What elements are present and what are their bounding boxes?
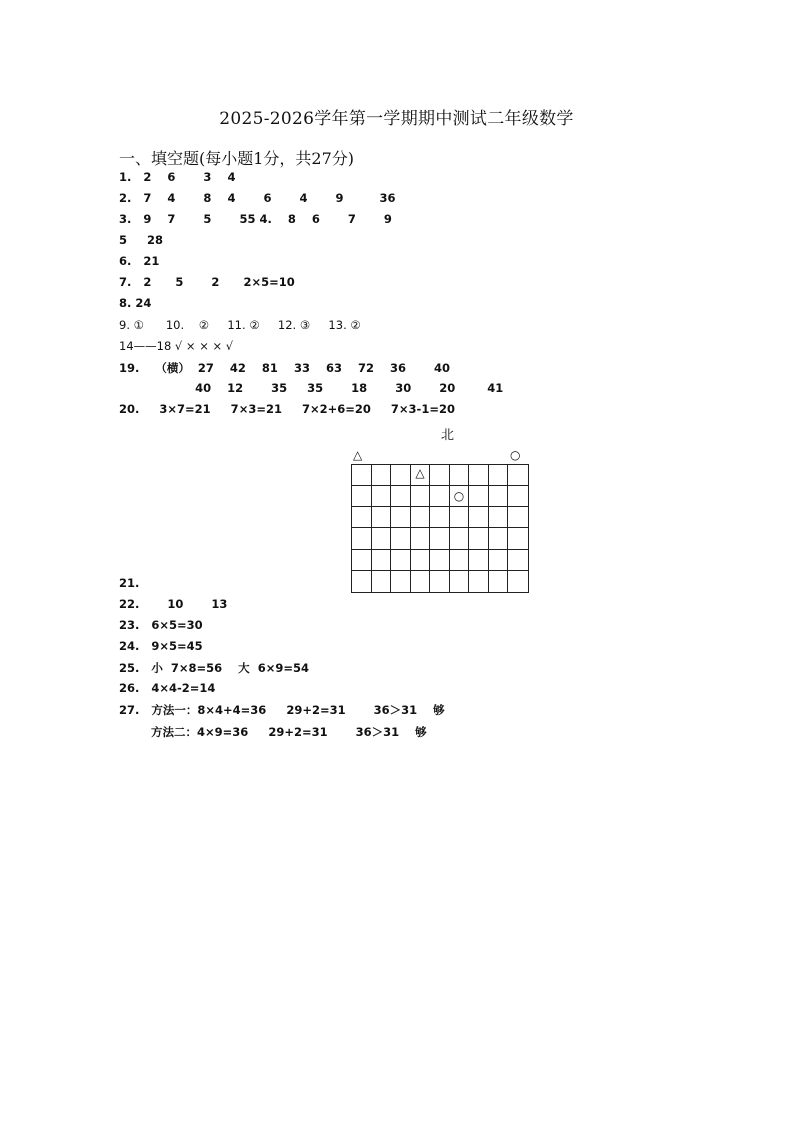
answer-line-7: 7. 2 5 2 2×5=10 [119, 275, 295, 289]
triangle-marker-outside: △ [353, 448, 363, 462]
answer-line-8: 8. 24 [119, 296, 152, 310]
answer-line-5: 5 28 [119, 233, 164, 247]
answer-line-27-method2: 方法二：4×9=36 29+2=31 36＞31 够 [119, 725, 427, 739]
document-title: 2025-2026学年第一学期期中测试二年级数学 [219, 109, 574, 129]
answer-line-3: 3. 9 7 5 55 4. 8 6 7 9 [119, 212, 392, 226]
answer-line-22: 22. 10 13 [119, 597, 228, 611]
answer-line-9-13: 9. ① 10. ② 11. ② 12. ③ 13. ② [119, 318, 361, 332]
section-heading: 一、填空题(每小题1分，共27分) [119, 149, 355, 168]
triangle-marker-grid: △ [415, 466, 425, 480]
answer-line-26: 26. 4×4-2=14 [119, 681, 216, 695]
answer-line-19-row1: 19. （横） 27 42 81 33 63 72 36 40 [119, 361, 451, 375]
circle-marker-grid: ○ [453, 489, 465, 504]
answer-line-14-18: 14——18 √ × × × √ [119, 339, 234, 353]
north-label: 北 [441, 428, 455, 443]
answer-line-23: 23. 6×5=30 [119, 618, 203, 632]
answer-line-2: 2. 7 4 8 4 6 4 9 36 [119, 191, 396, 205]
answer-line-25: 25. 小 7×8=56 大 6×9=54 [119, 661, 309, 675]
answer-line-19-row2: 40 12 35 35 18 30 20 41 [119, 381, 504, 395]
map-grid [351, 464, 529, 593]
answer-line-24: 24. 9×5=45 [119, 639, 203, 653]
answer-line-20: 20. 3×7=21 7×3=21 7×2+6=20 7×3-1=20 [119, 402, 455, 416]
answer-line-27-method1: 27. 方法一：8×4+4=36 29+2=31 36＞31 够 [119, 703, 445, 717]
answer-line-1: 1. 2 6 3 4 [119, 170, 236, 184]
answer-line-21: 21. [119, 576, 140, 590]
circle-marker-outside: ○ [510, 448, 521, 462]
answer-line-6: 6. 21 [119, 254, 160, 268]
